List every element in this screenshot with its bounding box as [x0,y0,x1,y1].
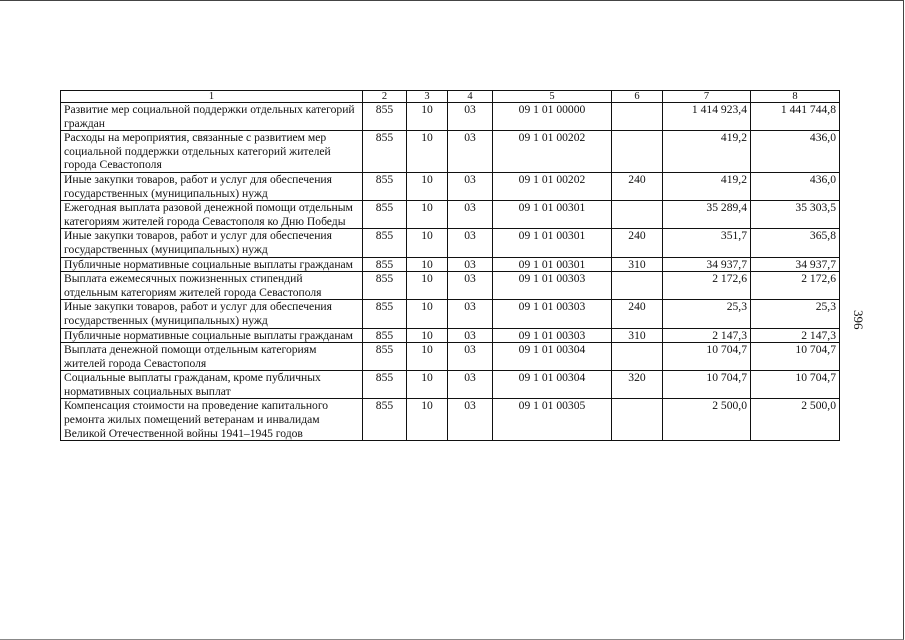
amount-year1-cell: 1 414 923,4 [663,103,751,131]
ministry-code-cell: 855 [363,257,407,272]
table-row [61,371,840,399]
amount-year1-cell: 351,7 [663,229,751,257]
expense-type-cell [612,103,663,131]
amount-year2-cell: 2 147,3 [751,328,840,343]
amount-year1-cell: 419,2 [663,172,751,200]
column-header: 1 [61,91,363,103]
item-name-cell: Иные закупки товаров, работ и услуг для обеспечения государственных (муниципальных) нужд [61,300,363,328]
amount-year1-cell: 2 172,6 [663,272,751,300]
subsection-code-cell: 03 [448,257,493,272]
expense-type-cell: 320 [612,371,663,399]
target-article-cell: 09 1 01 00202 [493,131,612,173]
amount-year2-cell: 35 303,5 [751,201,840,229]
expense-type-cell [612,272,663,300]
ministry-code-cell: 855 [363,343,407,371]
section-code-cell: 10 [407,201,448,229]
expense-type-cell: 310 [612,257,663,272]
table-row [61,201,840,229]
ministry-code-cell: 855 [363,103,407,131]
table-row [61,103,840,131]
amount-year1-cell: 25,3 [663,300,751,328]
item-name-cell: Иные закупки товаров, работ и услуг для обеспечения государственных (муниципальных) нужд [61,172,363,200]
amount-year2-cell: 365,8 [751,229,840,257]
amount-year1-cell: 10 704,7 [663,343,751,371]
item-name-cell: Ежегодная выплата разовой денежной помощи отдельным категориям жителей города Севастополя ко Дню Победы [61,201,363,229]
target-article-cell: 09 1 01 00304 [493,371,612,399]
table-row [61,131,840,173]
expense-type-cell: 240 [612,300,663,328]
target-article-cell: 09 1 01 00304 [493,343,612,371]
section-code-cell: 10 [407,229,448,257]
table-row [61,172,840,200]
item-name-cell: Социальные выплаты гражданам, кроме публичных нормативных социальных выплат [61,371,363,399]
target-article-cell: 09 1 01 00301 [493,201,612,229]
section-code-cell: 10 [407,172,448,200]
target-article-cell: 09 1 01 00301 [493,229,612,257]
ministry-code-cell: 855 [363,371,407,399]
column-header: 8 [751,91,840,103]
amount-year2-cell: 10 704,7 [751,371,840,399]
amount-year2-cell: 10 704,7 [751,343,840,371]
table-row [61,343,840,371]
ministry-code-cell: 855 [363,399,407,441]
amount-year2-cell: 436,0 [751,172,840,200]
expense-type-cell [612,343,663,371]
item-name-cell: Иные закупки товаров, работ и услуг для обеспечения государственных (муниципальных) нужд [61,229,363,257]
item-name-cell: Развитие мер социальной поддержки отдельных категорий граждан [61,103,363,131]
item-name-cell: Компенсация стоимости на проведение капитального ремонта жилых помещений ветеранам и инвалидам Великой Отечественной войны 1941–1945 годов [61,399,363,441]
table-row [61,272,840,300]
table-row [61,328,840,343]
section-code-cell: 10 [407,257,448,272]
item-name-cell: Выплата денежной помощи отдельным категориям жителей города Севастополя [61,343,363,371]
expense-type-cell [612,399,663,441]
column-header: 5 [493,91,612,103]
amount-year1-cell: 419,2 [663,131,751,173]
expense-type-cell [612,201,663,229]
amount-year2-cell: 34 937,7 [751,257,840,272]
amount-year1-cell: 10 704,7 [663,371,751,399]
subsection-code-cell: 03 [448,103,493,131]
item-name-cell: Публичные нормативные социальные выплаты гражданам [61,328,363,343]
amount-year2-cell: 2 500,0 [751,399,840,441]
section-code-cell: 10 [407,300,448,328]
subsection-code-cell: 03 [448,272,493,300]
expense-type-cell: 240 [612,172,663,200]
ministry-code-cell: 855 [363,229,407,257]
column-header: 3 [407,91,448,103]
header-row [61,91,840,103]
expense-type-cell: 310 [612,328,663,343]
page-number: 396 [851,310,866,330]
section-code-cell: 10 [407,131,448,173]
section-code-cell: 10 [407,328,448,343]
column-header: 6 [612,91,663,103]
subsection-code-cell: 03 [448,328,493,343]
column-header: 2 [363,91,407,103]
amount-year2-cell: 2 172,6 [751,272,840,300]
section-code-cell: 10 [407,399,448,441]
subsection-code-cell: 03 [448,343,493,371]
target-article-cell: 09 1 01 00303 [493,272,612,300]
table-body [61,103,840,441]
section-code-cell: 10 [407,343,448,371]
section-code-cell: 10 [407,103,448,131]
amount-year1-cell: 34 937,7 [663,257,751,272]
section-code-cell: 10 [407,272,448,300]
target-article-cell: 09 1 01 00301 [493,257,612,272]
amount-year1-cell: 35 289,4 [663,201,751,229]
item-name-cell: Публичные нормативные социальные выплаты гражданам [61,257,363,272]
subsection-code-cell: 03 [448,172,493,200]
subsection-code-cell: 03 [448,131,493,173]
subsection-code-cell: 03 [448,201,493,229]
amount-year1-cell: 2 500,0 [663,399,751,441]
item-name-cell: Расходы на мероприятия, связанные с развитием мер социальной поддержки отдельных категорий жителей города Севастополя [61,131,363,173]
amount-year2-cell: 25,3 [751,300,840,328]
expense-type-cell: 240 [612,229,663,257]
subsection-code-cell: 03 [448,229,493,257]
subsection-code-cell: 03 [448,399,493,441]
target-article-cell: 09 1 01 00202 [493,172,612,200]
target-article-cell: 09 1 01 00000 [493,103,612,131]
item-name-cell: Выплата ежемесячных пожизненных стипендий отдельным категориям жителей города Севастополя [61,272,363,300]
ministry-code-cell: 855 [363,300,407,328]
amount-year2-cell: 1 441 744,8 [751,103,840,131]
table-row [61,229,840,257]
amount-year2-cell: 436,0 [751,131,840,173]
subsection-code-cell: 03 [448,300,493,328]
ministry-code-cell: 855 [363,131,407,173]
expense-type-cell [612,131,663,173]
budget-table [60,90,840,441]
subsection-code-cell: 03 [448,371,493,399]
amount-year1-cell: 2 147,3 [663,328,751,343]
ministry-code-cell: 855 [363,328,407,343]
section-code-cell: 10 [407,371,448,399]
table-row [61,257,840,272]
ministry-code-cell: 855 [363,172,407,200]
ministry-code-cell: 855 [363,201,407,229]
target-article-cell: 09 1 01 00305 [493,399,612,441]
target-article-cell: 09 1 01 00303 [493,328,612,343]
ministry-code-cell: 855 [363,272,407,300]
column-header: 7 [663,91,751,103]
column-header: 4 [448,91,493,103]
target-article-cell: 09 1 01 00303 [493,300,612,328]
table-row [61,300,840,328]
table-row [61,399,840,441]
